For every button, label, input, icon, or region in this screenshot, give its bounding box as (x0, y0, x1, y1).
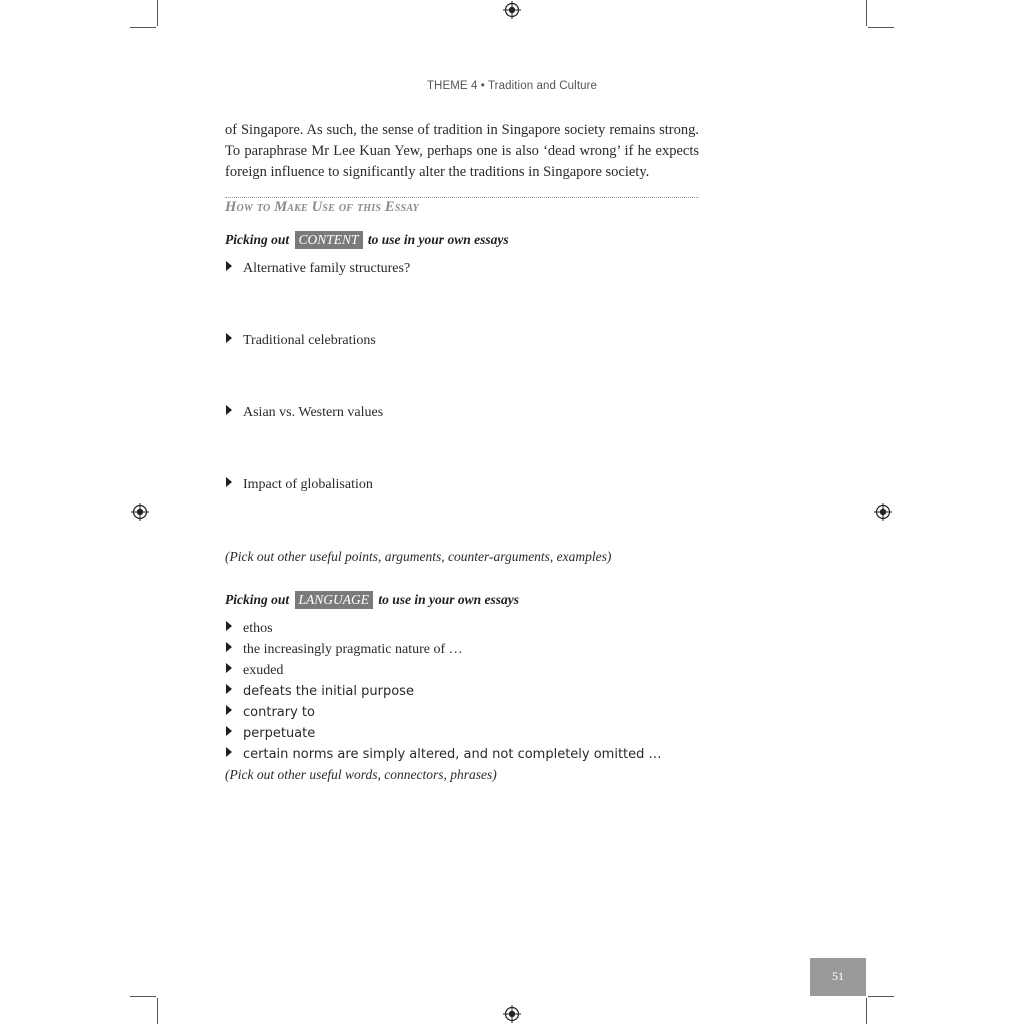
list-item (226, 705, 315, 720)
list-item (226, 642, 463, 658)
bullet-triangle-icon (226, 726, 232, 736)
list-item (226, 621, 273, 637)
registration-mark-icon (503, 1005, 521, 1023)
list-item-text: certain norms are simply altered, and not completely omitted … (243, 747, 662, 762)
section-divider (225, 197, 699, 198)
list-item (226, 663, 283, 679)
crop-mark (868, 27, 894, 28)
language-note: (Pick out other useful words, connectors, phrases) (225, 767, 497, 782)
bullet-triangle-icon (226, 405, 232, 415)
crop-mark (130, 996, 156, 997)
list-item-text: ethos (243, 621, 273, 636)
crop-mark (866, 998, 867, 1024)
section-heading: How to Make Use of this Essay (225, 199, 419, 215)
page-number: 51 (810, 958, 866, 996)
list-item (226, 747, 662, 762)
bullet-triangle-icon (226, 747, 232, 757)
list-item-text: defeats the initial purpose (243, 684, 414, 699)
subheading-suffix: to use in your own essays (367, 232, 509, 247)
content-subheading (225, 231, 509, 249)
content-highlight: CONTENT (295, 231, 363, 249)
running-head: THEME 4 • Tradition and Culture (426, 80, 598, 92)
language-subheading (225, 591, 519, 609)
bullet-triangle-icon (226, 663, 232, 673)
list-item-text: contrary to (243, 705, 315, 720)
crop-mark (157, 998, 158, 1024)
list-item (226, 684, 414, 699)
list-item (226, 726, 315, 741)
list-item-text: Alternative family structures? (243, 261, 411, 276)
list-item (226, 261, 410, 277)
crop-mark (866, 0, 867, 26)
crop-mark (130, 27, 156, 28)
registration-mark-icon (874, 503, 892, 521)
list-item (226, 477, 373, 493)
list-item-text: perpetuate (243, 726, 316, 741)
list-item (226, 333, 376, 349)
bullet-triangle-icon (226, 642, 232, 652)
list-item-text: Impact of globalisation (243, 477, 373, 492)
bullet-triangle-icon (226, 705, 232, 715)
registration-mark-icon (131, 503, 149, 521)
registration-mark-icon (503, 1, 521, 19)
content-note: (Pick out other useful points, arguments, counter-arguments, examples) (225, 549, 612, 564)
list-item-text: Asian vs. Western values (243, 405, 384, 420)
crop-mark (868, 996, 894, 997)
body-paragraph: of Singapore. As such, the sense of tradition in Singapore society remains strong. To paraphrase Mr Lee Kuan Yew, perhaps one is also ‘dead wrong’ if he expects foreign influence to significantly alter the traditions in Singapore society. (225, 122, 699, 180)
bullet-triangle-icon (226, 684, 232, 694)
bullet-triangle-icon (226, 621, 232, 631)
bullet-triangle-icon (226, 477, 232, 487)
bullet-triangle-icon (226, 333, 232, 343)
subheading-prefix: Picking out (225, 592, 290, 607)
list-item (226, 405, 383, 421)
list-item-text: Traditional celebrations (243, 333, 376, 348)
list-item-text: the increasingly pragmatic nature of … (243, 642, 463, 657)
crop-mark (157, 0, 158, 26)
subheading-prefix: Picking out (225, 232, 290, 247)
list-item-text: exuded (243, 663, 284, 678)
subheading-suffix: to use in your own essays (378, 592, 520, 607)
bullet-triangle-icon (226, 261, 232, 271)
language-highlight: LANGUAGE (295, 591, 374, 609)
